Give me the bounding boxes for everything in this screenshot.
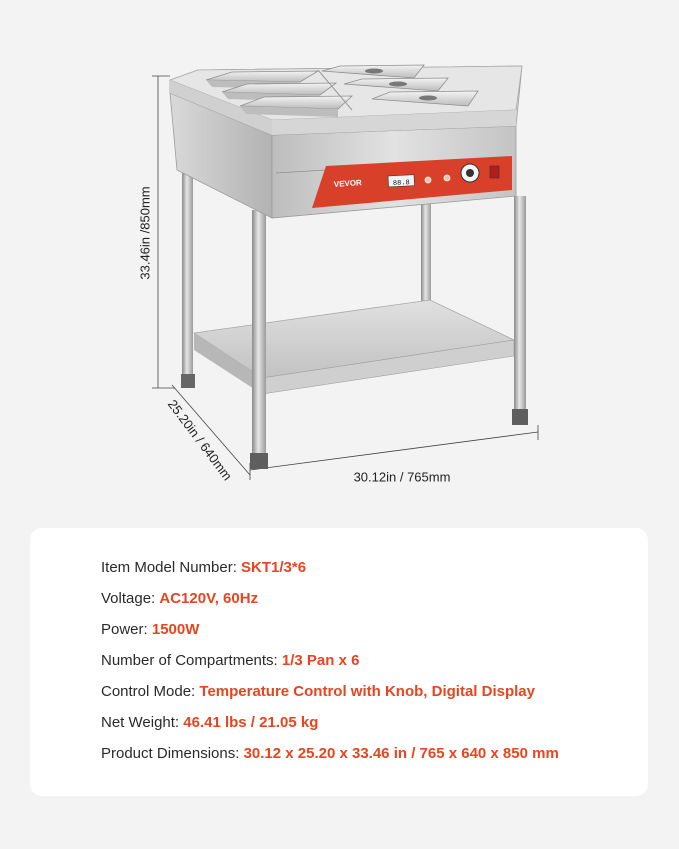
indicator-light-icon bbox=[444, 175, 450, 181]
spec-value: SKT1/3*6 bbox=[241, 559, 307, 576]
spec-label: Number of Compartments: bbox=[101, 652, 282, 669]
spec-value: Temperature Control with Knob, Digital Display bbox=[199, 683, 535, 700]
spec-label: Power: bbox=[101, 621, 152, 638]
spec-voltage bbox=[101, 590, 258, 607]
depth-dimension-label: 25.20in / 640mm bbox=[164, 396, 236, 484]
digital-display: 88.8 bbox=[392, 179, 410, 188]
indicator-light-icon bbox=[425, 177, 431, 183]
height-dimension-label: 33.46in /850mm bbox=[137, 186, 153, 280]
power-switch-icon bbox=[490, 166, 499, 178]
spec-compartments bbox=[101, 652, 359, 669]
undershelf bbox=[194, 300, 514, 394]
spec-value: 46.41 lbs / 21.05 kg bbox=[183, 714, 319, 731]
spec-label: Item Model Number: bbox=[101, 559, 242, 576]
brand-logo: VEVOR bbox=[333, 178, 363, 189]
spec-power bbox=[101, 621, 199, 638]
spec-label: Voltage: bbox=[101, 590, 160, 607]
width-dimension-label: 30.12in / 765mm bbox=[353, 469, 451, 485]
spec-label: Control Mode: bbox=[101, 683, 200, 700]
spec-value: 1500W bbox=[151, 621, 200, 638]
spec-model-number bbox=[101, 559, 306, 576]
spec-value: 30.12 x 25.20 x 33.46 in / 765 x 640 x 850 mm bbox=[243, 745, 559, 762]
spec-value: AC120V, 60Hz bbox=[159, 590, 259, 607]
specifications-card bbox=[30, 528, 648, 796]
spec-value: 1/3 Pan x 6 bbox=[281, 652, 360, 669]
spec-control-mode bbox=[101, 683, 535, 700]
spec-label: Product Dimensions: bbox=[101, 745, 244, 762]
spec-net-weight bbox=[101, 714, 318, 731]
spec-product-dimensions bbox=[101, 745, 559, 762]
spec-label: Net Weight: bbox=[101, 714, 184, 731]
